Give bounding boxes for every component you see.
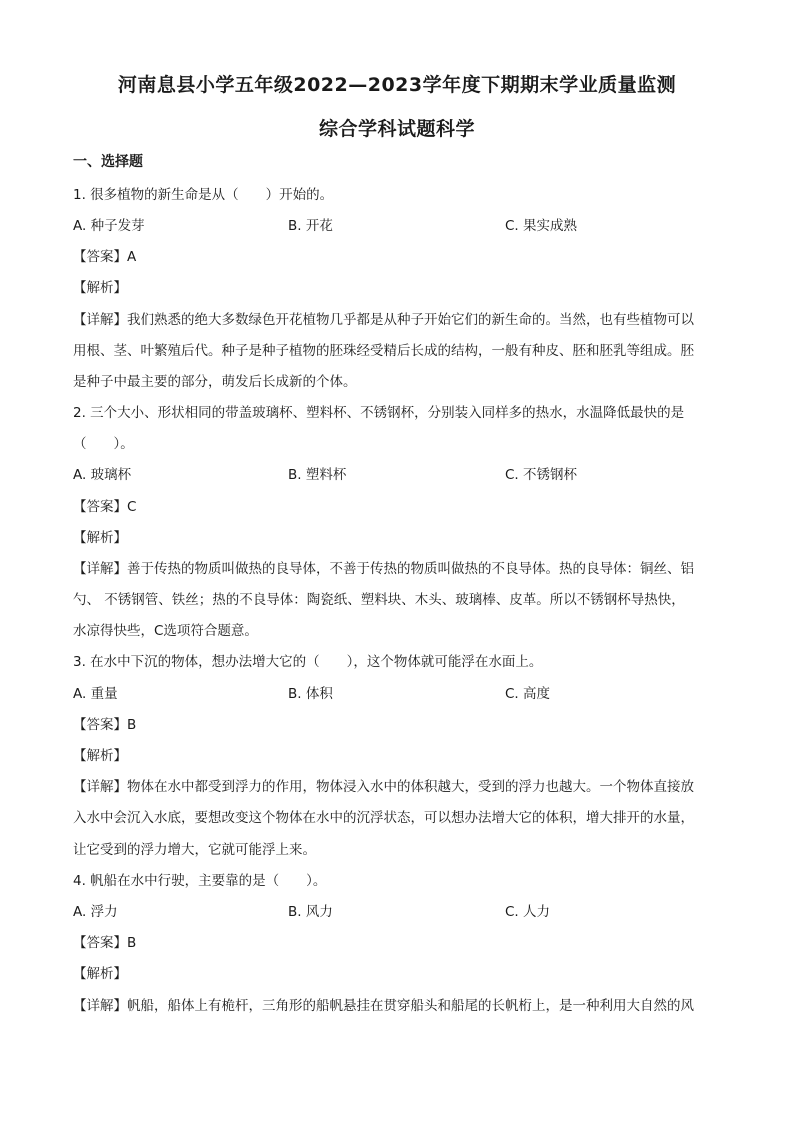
question-2-detail-line-2: 勺、 不锈钢管、铁丝；热的不良导体：陶瓷纸、塑料块、木头、玻璃棒、皮革。所以不锈钢杯导热快，: [73, 592, 685, 608]
question-4-answer: 【答案】B: [73, 935, 137, 951]
question-2-detail-line-3: 水凉得快些，C选项符合题意。: [73, 623, 258, 639]
title-line-2: 综合学科试题科学: [318, 118, 475, 140]
question-2-analysis: 【解析】: [73, 530, 127, 546]
question-3-stem: 3. 在水中下沉的物体，想办法增大它的（ ），这个物体就可能浮在水面上。: [73, 654, 543, 670]
question-2-option-b: B. 塑料杯: [288, 467, 347, 483]
title-line-1: 河南息县小学五年级2022—2023学年度下期期末学业质量监测: [117, 74, 677, 96]
question-1-analysis: 【解析】: [73, 280, 127, 296]
question-1-detail-line-1: 【详解】我们熟悉的绝大多数绿色开花植物几乎都是从种子开始它们的新生命的。当然，也有些植物可以: [73, 312, 694, 328]
question-3-detail-line-2: 入水中会沉入水底，要想改变这个物体在水中的沉浮状态，可以想办法增大它的体积，增大排开的水量，: [73, 810, 694, 826]
question-3-option-c: C. 高度: [505, 686, 551, 702]
question-3-detail-line-3: 让它受到的浮力增大，它就可能浮上来。: [73, 842, 316, 858]
question-3-option-a: A. 重量: [73, 686, 118, 702]
question-4-detail-line-1: 【详解】帆船，船体上有桅杆，三角形的船帆悬挂在贯穿船头和船尾的长帆桁上，是一种利用大自然的风: [73, 998, 694, 1014]
question-1-detail-line-2: 用根、茎、叶繁殖后代。种子是种子植物的胚珠经受精后长成的结构，一般有种皮、胚和胚乳等组成。胚: [73, 343, 694, 359]
question-4-option-a: A. 浮力: [73, 904, 118, 920]
question-3-detail-line-1: 【详解】物体在水中都受到浮力的作用，物体浸入水中的体积越大，受到的浮力也越大。一个物体直接放: [73, 779, 694, 795]
question-1-option-c: C. 果实成熟: [505, 218, 578, 234]
question-4-option-c: C. 人力: [505, 904, 551, 920]
question-4-analysis: 【解析】: [73, 966, 127, 982]
question-1-answer: 【答案】A: [73, 249, 137, 265]
section-heading: 一、选择题: [73, 154, 143, 170]
question-2-stem-line-1: 2. 三个大小、形状相同的带盖玻璃杯、塑料杯、不锈钢杯，分别装入同样多的热水，水温降低最快的是: [73, 405, 685, 421]
question-1-detail-line-3: 是种子中最主要的部分，萌发后长成新的个体。: [73, 374, 357, 390]
question-4-option-b: B. 风力: [288, 904, 333, 920]
question-3-answer: 【答案】B: [73, 717, 137, 733]
question-1-stem: 1. 很多植物的新生命是从（ ）开始的。: [73, 187, 334, 203]
question-2-detail-line-1: 【详解】善于传热的物质叫做热的良导体，不善于传热的物质叫做热的不良导体。热的良导体：铜丝、铝: [73, 561, 694, 577]
question-2-stem-line-2: （ ）。: [73, 436, 134, 452]
question-2-option-a: A. 玻璃杯: [73, 467, 132, 483]
question-1-option-a: A. 种子发芽: [73, 218, 145, 234]
question-1-option-b: B. 开花: [288, 218, 333, 234]
question-2-answer: 【答案】C: [73, 499, 137, 515]
question-3-option-b: B. 体积: [288, 686, 333, 702]
question-2-option-c: C. 不锈钢杯: [505, 467, 578, 483]
question-3-analysis: 【解析】: [73, 748, 127, 764]
question-4-stem: 4. 帆船在水中行驶，主要靠的是（ ）。: [73, 873, 327, 889]
